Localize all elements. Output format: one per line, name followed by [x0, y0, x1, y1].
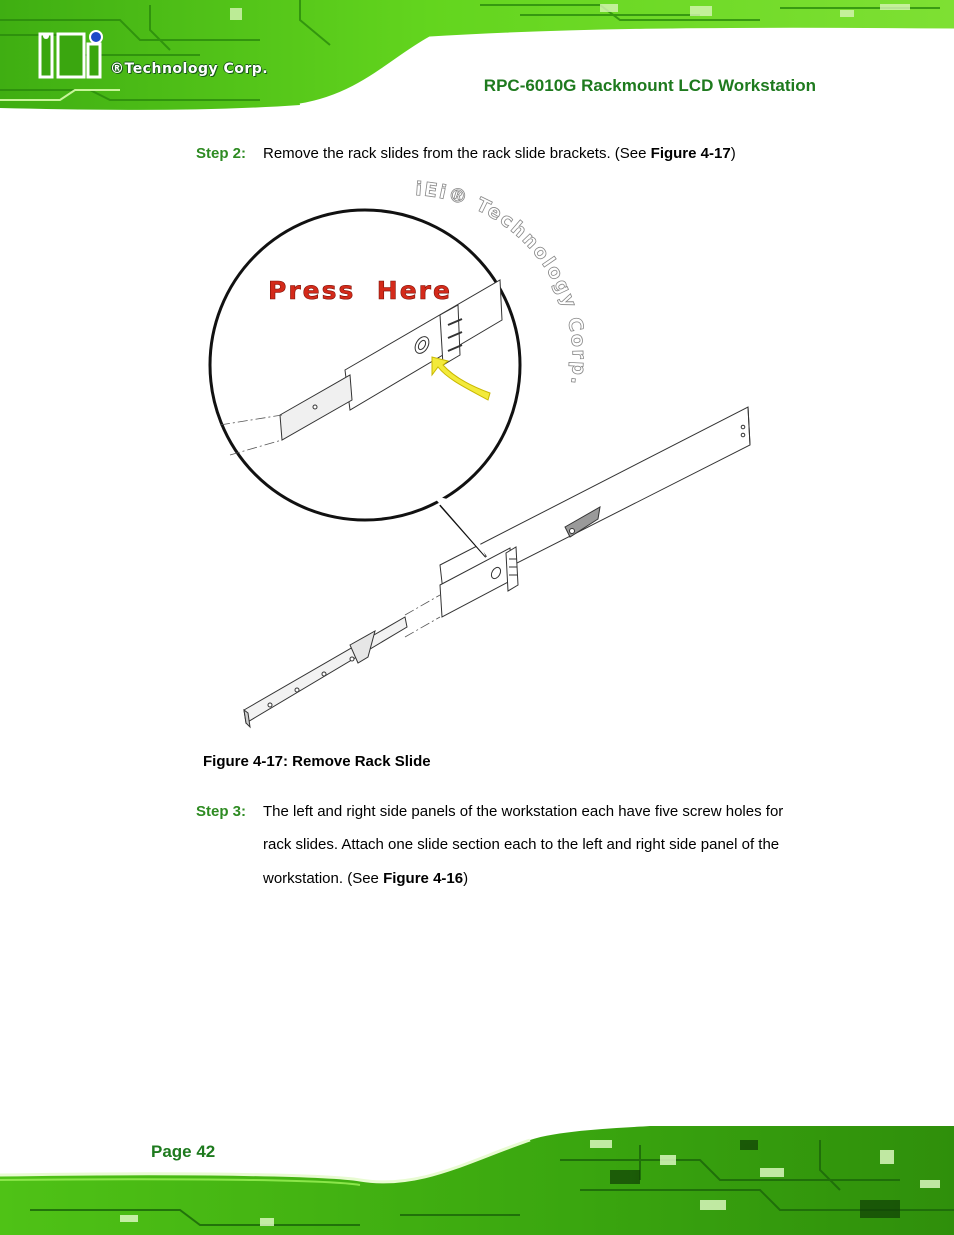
step-3-label: Step 3: [196, 803, 247, 820]
watermark-text: iEi® Technology Corp. [414, 177, 591, 388]
figure-ref-link[interactable]: Figure 4-16 [383, 870, 464, 887]
step-3-line-3: workstation. (See Figure 4-16) [263, 870, 469, 887]
figure-ref-link[interactable]: Figure 4-17 [650, 145, 731, 162]
iei-logo-icon [40, 31, 102, 77]
logo-text: ®Technology Corp. [110, 61, 269, 77]
zoom-callout [210, 210, 520, 557]
step-3-line-1: The left and right side panels of the workstation each have five screw holes for [263, 803, 784, 820]
page-number: Page 42 [151, 1142, 216, 1161]
step-2 [0, 137, 954, 170]
step-3-line-2: rack slides. Attach one slide section each to the left and right side panel of the [263, 836, 780, 853]
step-2-label: Step 2: [196, 145, 247, 162]
figure-caption: Figure 4-17: Remove Rack Slide [203, 753, 431, 770]
document-title: RPC-6010G Rackmount LCD Workstation [483, 76, 816, 95]
press-here-label: Press Here [268, 276, 452, 305]
step-2-text: Remove the rack slides from the rack slide brackets. (See Figure 4-17) [263, 145, 736, 162]
rack-slide-figure [200, 175, 760, 740]
footer-pcb-banner [0, 1120, 954, 1235]
